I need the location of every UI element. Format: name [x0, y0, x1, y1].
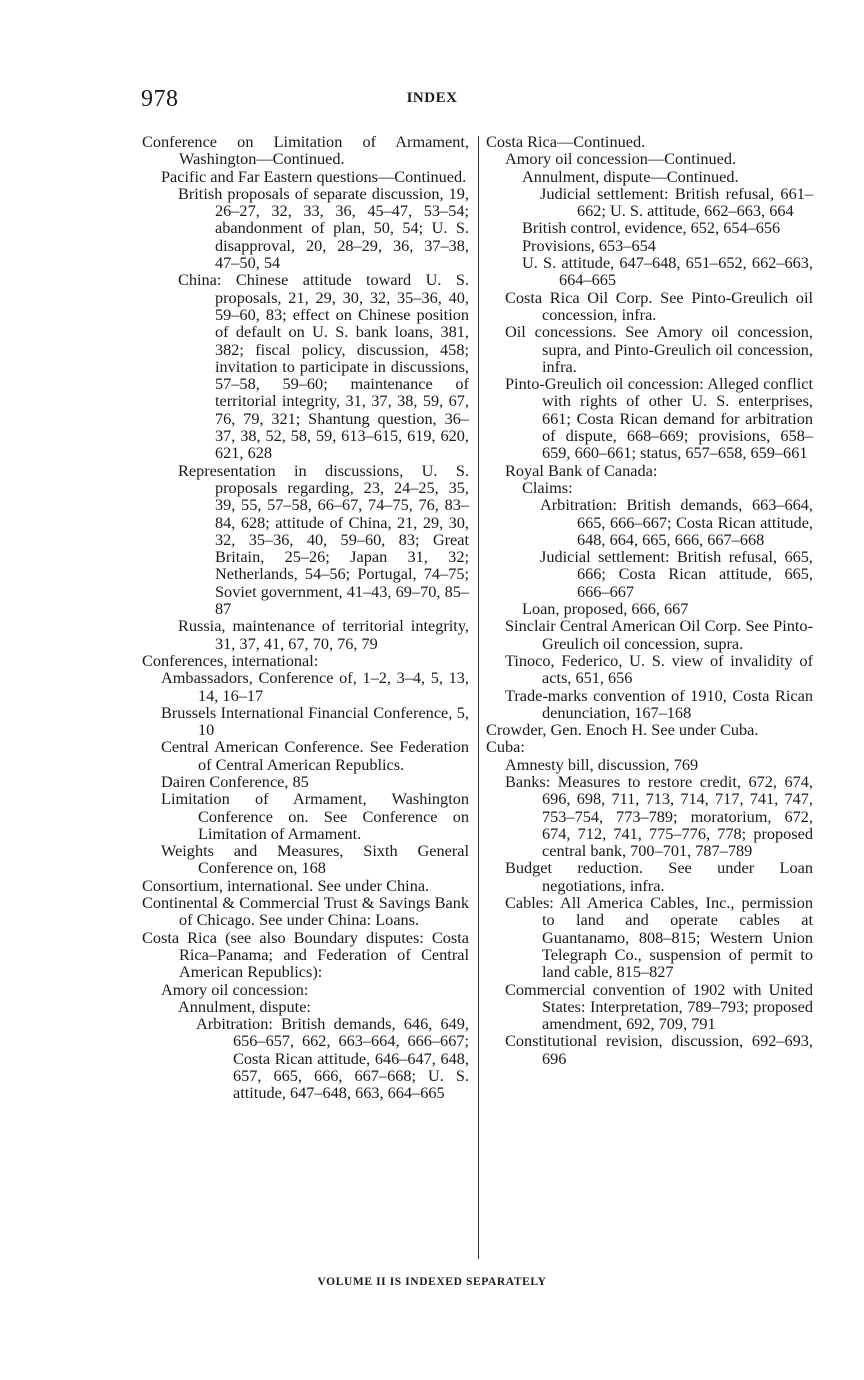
index-entry: Tinoco, Federico, U. S. view of invalidity of acts, 651, 656 — [505, 650, 813, 688]
index-entry: Representation in discussions, U. S. proposals regarding, 23, 24–25, 35, 39, 55, 57–58, 66–67, 74–75, 76, 83–84, 628; attitude of China, 21, 29, 30, 32, 35–36, 40, 59–60, 83; Great Britain, 25–26; Japan 31, 32; Netherlands, 54–56; Portugal, 74–75; Soviet government, 41–43, 69–70, 85–87 — [178, 460, 469, 619]
index-entry: Continental & Commercial Trust & Savings Bank of Chicago. See under China: Loans. — [142, 893, 469, 930]
index-entry: Sinclair Central American Oil Corp. See Pinto-Greulich oil concession, supra. — [505, 616, 813, 653]
index-entry: Loan, proposed, 666, 667 — [522, 599, 689, 619]
index-entry: Commercial convention of 1902 with United States: Interpretation, 789–793; proposed amendment, 692, 709, 791 — [505, 979, 813, 1034]
index-entry: Conference on Limitation of Armament, Washington—Continued. — [142, 132, 469, 169]
index-entry: Oil concessions. See Amory oil concession, supra, and Pinto-Greulich oil concession, infra. — [505, 322, 813, 376]
index-entry: Provisions, 653–654 — [522, 235, 656, 255]
index-entry: Arbitration: British demands, 646, 649, 656–657, 662, 663–664, 666–667; Costa Rican attitude, 646–647, 648, 657, 665, 666, 667–668; U. S. attitude, 647–648, 663, 664–665 — [196, 1014, 469, 1103]
index-column-right — [486, 133, 813, 1067]
index-entry: Costa Rica (see also Boundary disputes: Costa Rica–Panama; and Federation of Central American Republics): — [142, 927, 469, 982]
index-entry: China: Chinese attitude toward U. S. proposals, 21, 29, 30, 32, 35–36, 40, 59–60, 83; effect on Chinese position of default on U. S. bank loans, 381, 382; fiscal policy, discussion, 458; invitation to participate in discussions, 57–58, 59–60; maintenance of territorial integrity, 31, 37, 38, 59, 67, 76, 79, 321; Shantung question, 36–37, 38, 52, 58, 59, 613–615, 619, 620, 621, 628 — [178, 270, 469, 463]
index-entry: Constitutional revision, discussion, 692–693, 696 — [505, 1031, 813, 1068]
index-entry: Ambassadors, Conference of, 1–2, 3–4, 5, 13, 14, 16–17 — [161, 668, 469, 705]
index-entry: Arbitration: British demands, 663–664, 665, 666–667; Costa Rican attitude, 648, 664, 665, 666, 667–668 — [540, 495, 813, 549]
index-entry: Cuba: — [486, 737, 525, 757]
index-entry: Cables: All America Cables, Inc., permission to land and operate cables at Guantanamo, 808–815; Western Union Telegraph Co., suspension of permit to land cable, 815–827 — [505, 893, 813, 982]
column-divider — [478, 136, 479, 1259]
index-entry: Annulment, dispute: — [178, 996, 311, 1016]
index-entry: British control, evidence, 652, 654–656 — [522, 218, 781, 238]
index-entry: Weights and Measures, Sixth General Conference on, 168 — [161, 841, 469, 878]
index-entry: Crowder, Gen. Enoch H. See under Cuba. — [486, 720, 759, 740]
index-entry: Limitation of Armament, Washington Conference on. See Conference on Limitation of Armament. — [161, 789, 469, 843]
index-entry: British proposals of separate discussion, 19, 26–27, 32, 33, 36, 45–47, 53–54; abandonment of plan, 50, 54; U. S. disapproval, 20, 28–29, 36, 37–38, 47–50, 54 — [178, 183, 469, 273]
index-entry: Budget reduction. See under Loan negotiations, infra. — [505, 858, 813, 895]
index-column-left — [142, 133, 469, 1102]
index-entry: Royal Bank of Canada: — [505, 460, 658, 480]
index-entry: Claims: — [522, 477, 573, 497]
index-entry: Dairen Conference, 85 — [161, 771, 309, 791]
index-entry: Judicial settlement: British refusal, 665, 666; Costa Rican attitude, 665, 666–667 — [540, 547, 813, 601]
index-entry: U. S. attitude, 647–648, 651–652, 662–663, 664–665 — [522, 253, 813, 290]
index-entry: Costa Rica—Continued. — [486, 132, 646, 151]
index-entry: Russia, maintenance of territorial integrity, 31, 37, 41, 67, 70, 76, 79 — [178, 616, 469, 653]
index-entry: Amory oil concession—Continued. — [505, 149, 737, 169]
index-entry: Annulment, dispute—Continued. — [522, 166, 739, 186]
page-header: INDEX — [406, 90, 458, 106]
index-entry: Judicial settlement: British refusal, 661–662; U. S. attitude, 662–663, 664 — [540, 183, 813, 221]
index-entry: Consortium, international. See under China. — [142, 875, 430, 895]
index-entry: Pinto-Greulich oil concession: Alleged conflict with rights of other U. S. enterprises, 661; Costa Rican demand for arbitration of dispute, 668–669; provisions, 658–659, 660–661; status, 657–658, 659–661 — [505, 374, 813, 463]
footer-note: VOLUME II IS INDEXED SEPARATELY — [317, 1276, 547, 1288]
index-entry: Costa Rica Oil Corp. See Pinto-Greulich oil concession, infra. — [505, 287, 813, 324]
page-number: 978 — [141, 86, 179, 112]
index-entry: Amory oil concession: — [161, 979, 309, 999]
index-entry: Amnesty bill, discussion, 769 — [505, 754, 699, 774]
index-entry: Trade-marks convention of 1910, Costa Rican denunciation, 167–168 — [505, 685, 813, 722]
index-entry: Pacific and Far Eastern questions—Continued. — [161, 166, 467, 186]
index-entry: Banks: Measures to restore credit, 672, 674, 696, 698, 711, 713, 714, 717, 741, 747, 753–754, 773–789; moratorium, 672, 674, 712, 741, 775–776, 778; proposed central bank, 700–701, 787–789 — [505, 771, 813, 861]
index-entry: Brussels International Financial Conference, 5, 10 — [161, 702, 469, 740]
index-entry: Central American Conference. See Federation of Central American Republics. — [161, 737, 469, 774]
index-entry: Conferences, international: — [142, 650, 319, 670]
